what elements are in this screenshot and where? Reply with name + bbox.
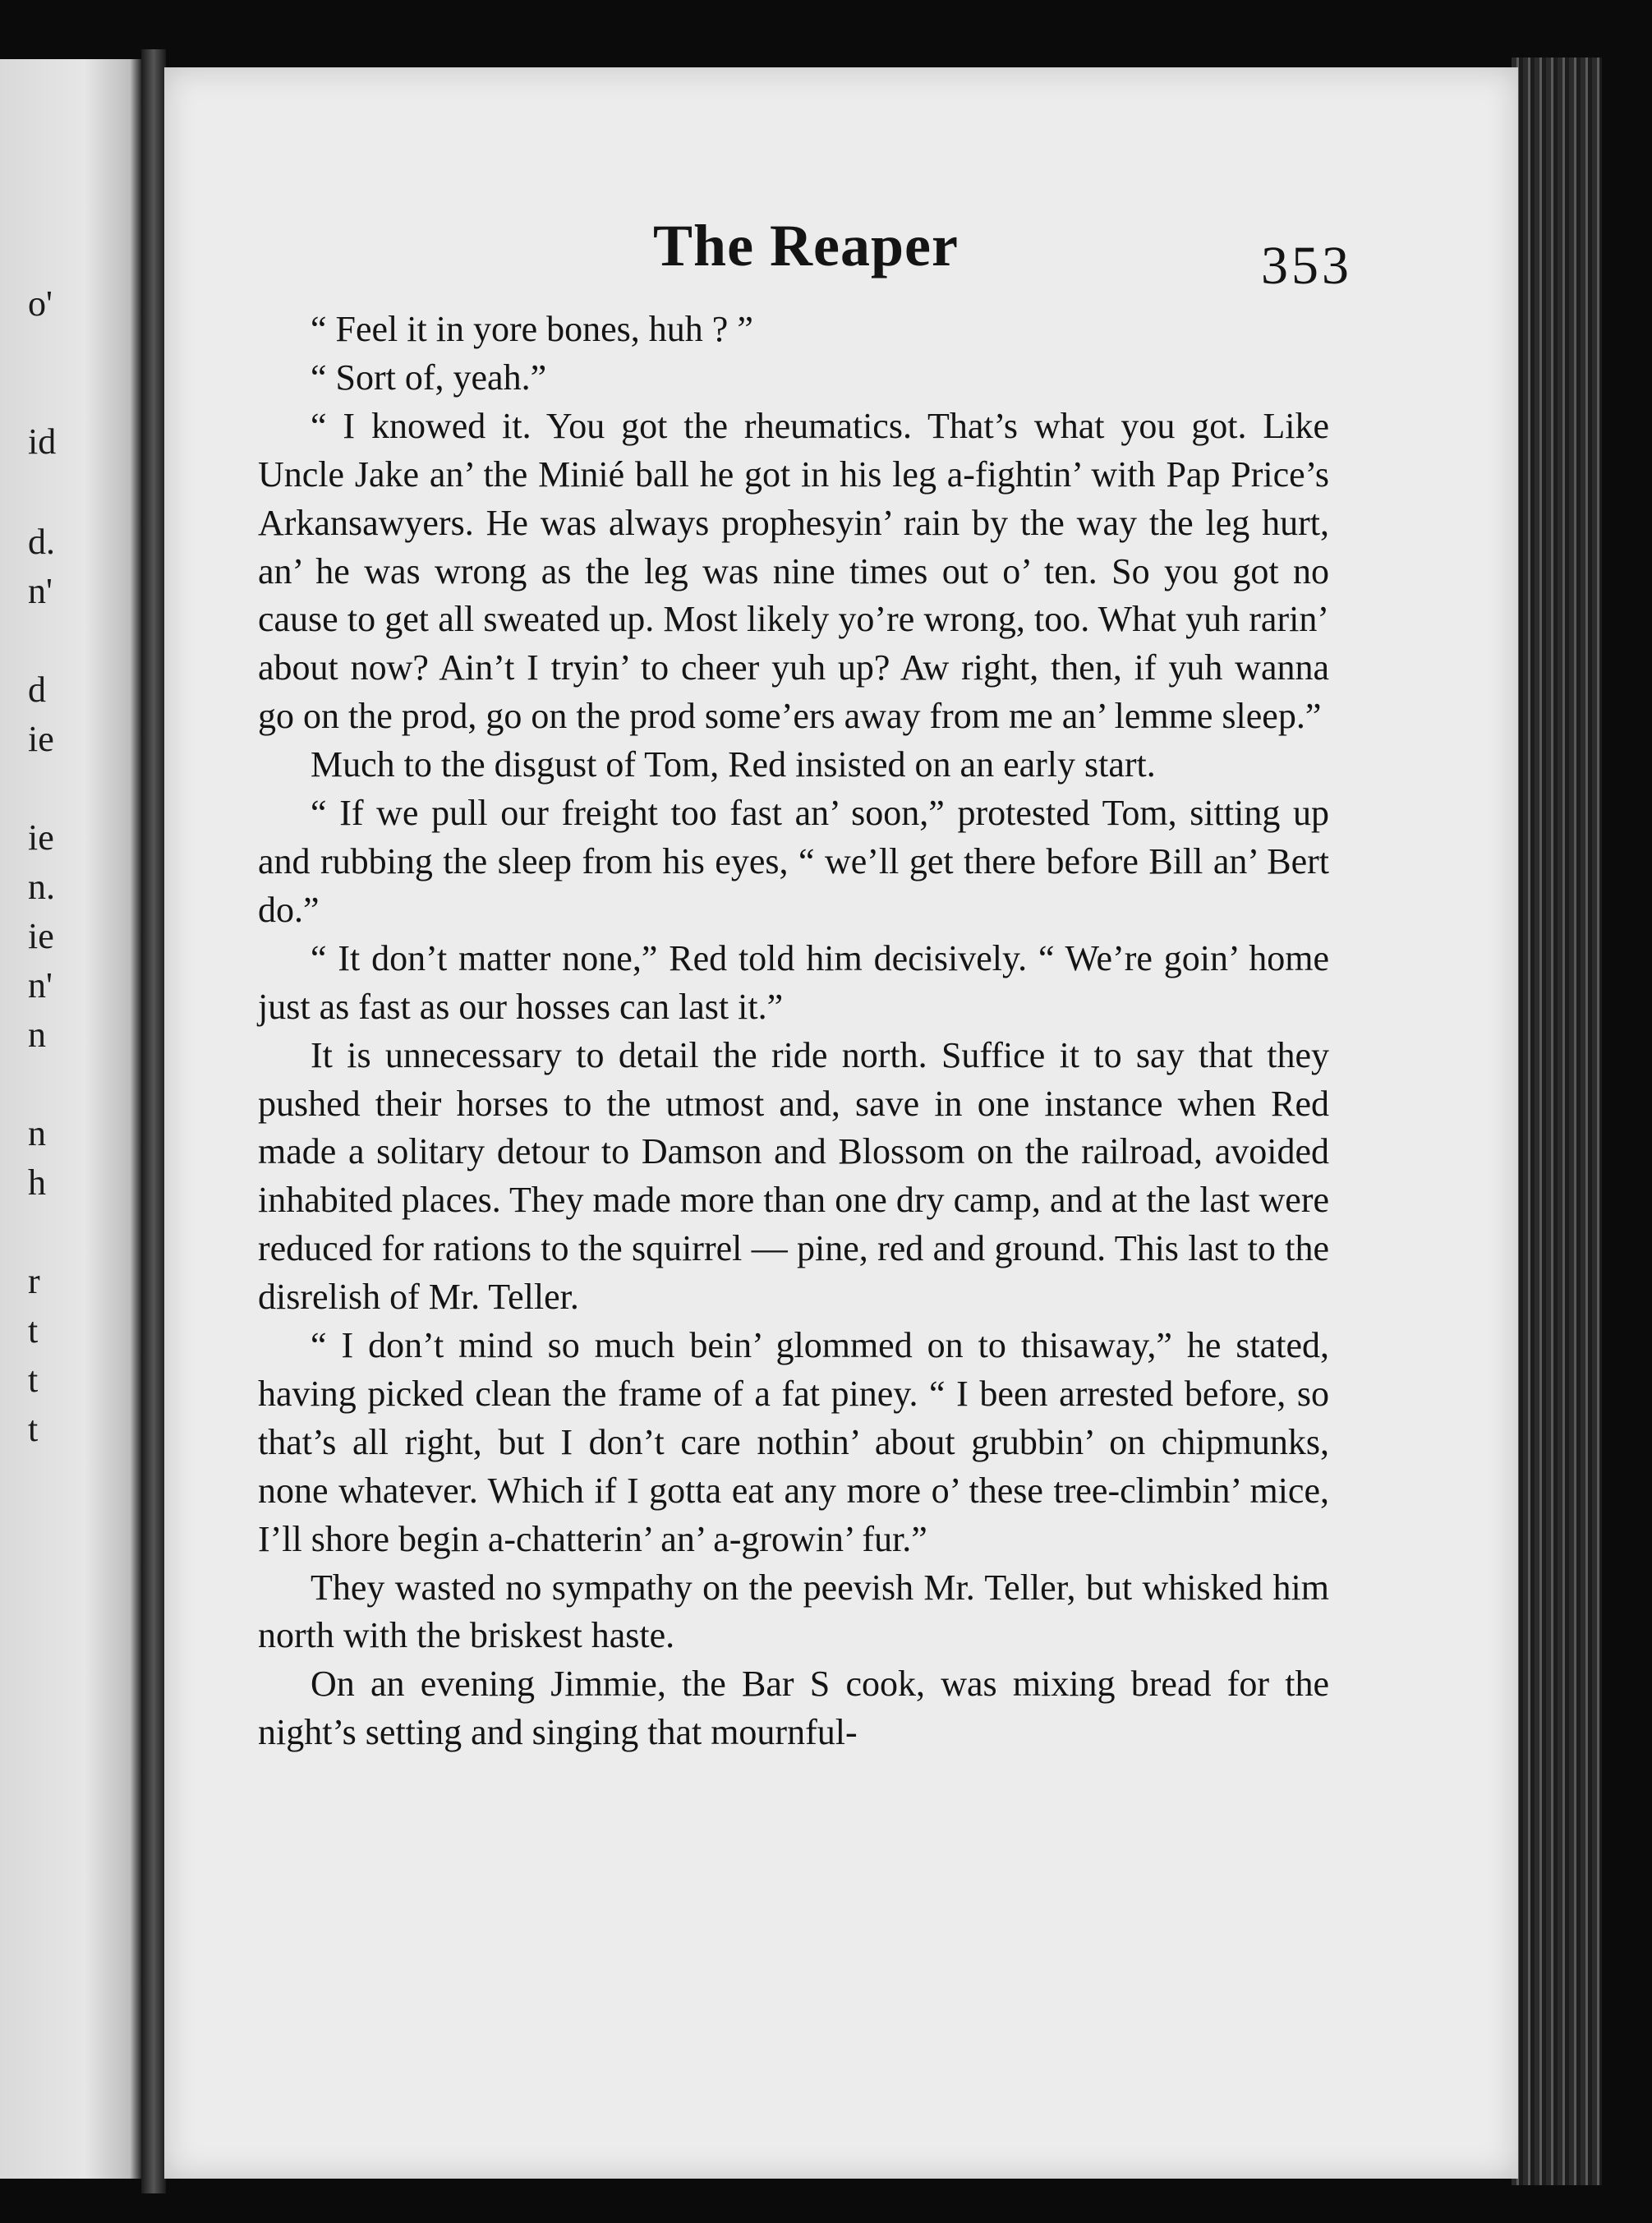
facing-page-fragment: ie <box>28 817 54 858</box>
book-gutter <box>141 49 166 2193</box>
page-header <box>260 212 1352 296</box>
facing-page-fragment: n' <box>28 571 53 611</box>
facing-page-fragment: id <box>28 421 57 462</box>
facing-page-fragment: t <box>28 1310 39 1351</box>
paragraph: “ It don’t matter none,” Red told him decisively. “ We’re goin’ home just as fast as our hosses can last it.” <box>258 937 1329 1027</box>
body-text <box>258 306 1329 1757</box>
page-stack-edge <box>1512 58 1602 2185</box>
facing-page-fragment: n' <box>28 965 53 1006</box>
facing-page-fragment: d <box>28 670 46 710</box>
page-number: 353 <box>1261 236 1352 296</box>
facing-page-fragment: t <box>28 1360 39 1400</box>
facing-page-fragment: ie <box>28 916 54 956</box>
facing-page-fragment: d. <box>28 522 55 562</box>
facing-page-fragment: n <box>28 1015 46 1055</box>
facing-page-fragment: h <box>28 1162 46 1203</box>
facing-page-fragment: n <box>28 1113 46 1153</box>
paragraph: Much to the disgust of Tom, Red insisted on an early start. <box>311 744 1156 785</box>
facing-page-fragment: o' <box>28 283 53 324</box>
facing-page-fragment: r <box>28 1261 40 1301</box>
facing-page-fragment: ie <box>28 719 54 759</box>
facing-page-edge <box>0 59 141 2179</box>
facing-page-fragment: n. <box>28 867 55 907</box>
paragraph: “ Feel it in yore bones, huh ? ” <box>311 309 753 349</box>
paragraph: “ Sort of, yeah.” <box>311 357 547 398</box>
paragraph: They wasted no sympathy on the peevish Mr. Teller, but whisked him north with the briskest haste. <box>258 1567 1329 1656</box>
facing-page-fragment: t <box>28 1409 39 1449</box>
paragraph: On an evening Jimmie, the Bar S cook, was mixing bread for the night’s setting and singing that mournful- <box>258 1664 1329 1753</box>
running-title: The Reaper <box>653 213 959 278</box>
paragraph: “ If we pull our freight too fast an’ soon,” protested Tom, sitting up and rubbing the sleep from his eyes, “ we’ll get there before Bill an’ Bert do.” <box>258 793 1329 930</box>
paragraph: “ I don’t mind so much bein’ glommed on to thisaway,” he stated, having picked clean the frame of a fat piney. “ I been arrested before, so that’s all right, but I don’t care nothin’ about grubbin’ on chipmunks, none whatever. Which if I gotta eat any more o’ these tree-climbin’ mice, I’ll shore begin a-chatterin’ an’ a-growin’ fur.” <box>258 1325 1329 1559</box>
paragraph: It is unnecessary to detail the ride north. Suffice it to say that they pushed their horses to the utmost and, save in one instance when Red made a solitary detour to Damson and Blossom on the railroad, avoided inhabited places. They made more than one dry camp, and at the last were reduced for rations to the squirrel — pine, red and ground. This last to the disrelish of Mr. Teller. <box>258 1034 1329 1318</box>
paragraph: “ I knowed it. You got the rheumatics. That’s what you got. Like Uncle Jake an’ the Minié ball he got in his leg a-fightin’ with Pap Price’s Arkansawyers. He was always prophesyin’ rain by the way the leg hurt, an’ he was wrong as the leg was nine times out o’ ten. So you got no cause to get all sweated up. Most likely yo’re wrong, too. What yuh rarin’ about now? Ain’t I tryin’ to cheer yuh up? Aw right, then, if yuh wanna go on the prod, go on the prod some’ers away from me an’ lemme sleep.” <box>258 405 1329 737</box>
